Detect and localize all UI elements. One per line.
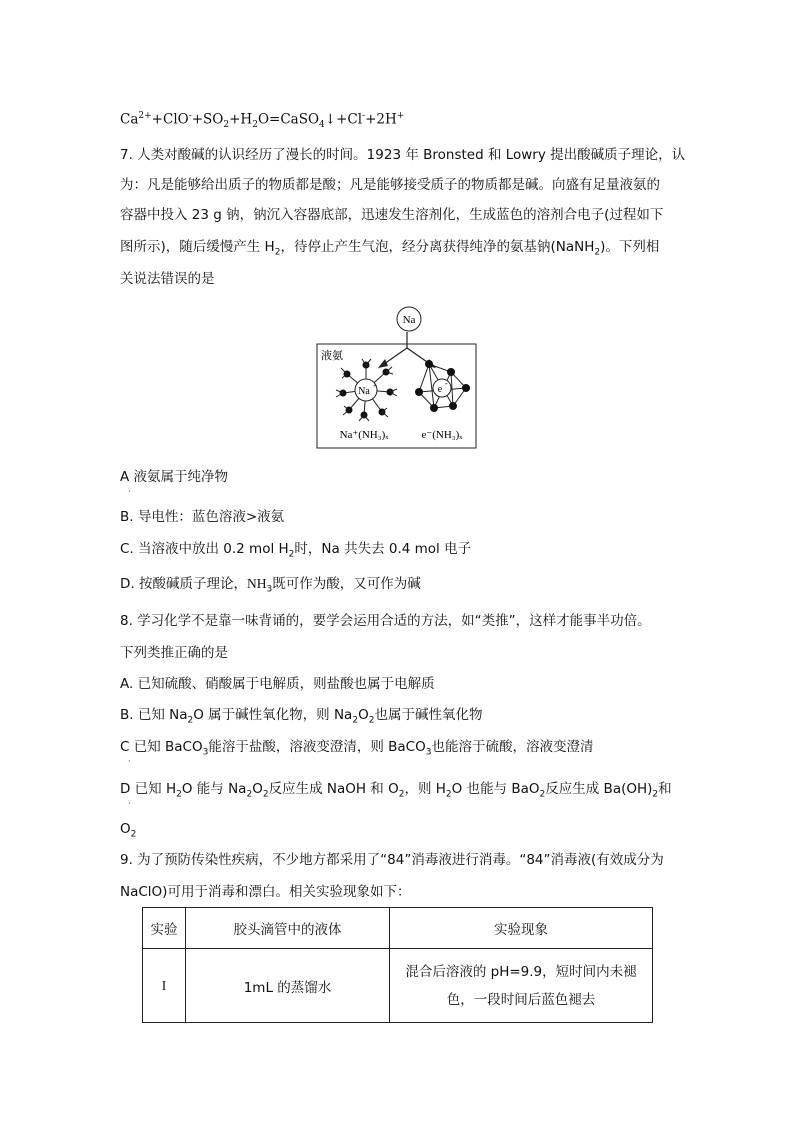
- q7-option-d: D. 按酸碱质子理论，$NH_3$既可作为酸，又可作为碱: [120, 576, 421, 595]
- q7-line-2: 为：凡是能够给出质子的物质都是酸；凡是能够接受质子的物质都是碱。向盛有足量液氨的: [120, 177, 660, 193]
- table-cell-phenomenon: 混合后溶液的 pH=9.9，短时间内未褪 色，一段时间后蓝色褪去: [390, 949, 653, 1023]
- experiment-table: [142, 907, 653, 1023]
- electron-cluster: [415, 360, 470, 412]
- table-row: [143, 949, 653, 1023]
- prev-equation: $Ca^{2+}+ClO^-+SO_2+H_2O=CaSO_4↓+Cl^-+2H^+$: [120, 111, 405, 131]
- q7-line-4: 图所示)，随后缓慢产生 $H_2$，待停止产生气泡，经分离获得纯净的氨基钠(NaNH$_2$)。下列相: [120, 239, 660, 258]
- q8-line-1: 8. 学习化学不是靠一味背诵的，要学会运用合适的方法，如“类推”，这样才能事半功倍。: [120, 613, 651, 629]
- q7-line-3: 容器中投入 23 g 钠，钠沉入容器底部，迅速发生溶剂化，生成蓝色的溶剂合电子(过程如下: [120, 207, 664, 223]
- svg-text:-: -: [445, 379, 448, 388]
- q9-line-2: NaClO)可用于消毒和漂白。相关实验现象如下：: [120, 884, 411, 900]
- na-ion-cluster: [336, 359, 397, 421]
- table-cell-id: I: [143, 949, 186, 1023]
- svg-text:+: +: [373, 382, 377, 390]
- caption-na-ammonia: Na⁺(NH₃)ₓ: [339, 429, 389, 441]
- q7-line-1: 7. 人类对酸碱的认识经历了漫长的时间。1923 年 Bronsted 和 Lowry 提出酸碱质子理论，认: [120, 147, 686, 163]
- q7-option-a: A 液氨属于纯净物: [120, 469, 229, 485]
- table-cell-liquid: 1mL 的蒸馏水: [186, 949, 390, 1023]
- q8-option-c: C 已知 BaCO$_3$能溶于盐酸，溶液变澄清，则 BaCO$_3$也能溶于硫酸，溶液变澄清: [120, 739, 594, 758]
- q8-option-d-cont: $O_2$: [120, 821, 137, 840]
- q8-option-d: D 已知 $H_2O$ 能与 $Na_2O_2$反应生成 NaOH 和 $O_2$，则 $H_2O$ 也能与 BaO$_2$反应生成 $Ba(OH)_2$和: [120, 781, 672, 800]
- q8-option-b: B. 已知 $Na_2O$ 属于碱性氧化物，则 $Na_2O_2$也属于碱性氧化物: [120, 707, 483, 726]
- q7-line-5: 关说法错误的是: [120, 271, 215, 287]
- caption-e-ammonia: e⁻(NH₃)ₓ: [421, 429, 463, 441]
- table-header-cell: 实验现象: [390, 908, 653, 949]
- q7-option-c: C. 当溶液中放出 0.2 mol $H_2$时，Na 共失去 0.4 mol 电子: [120, 541, 472, 560]
- table-header-row: [143, 908, 653, 949]
- table-header-cell: 实验: [143, 908, 186, 949]
- q8-option-a: A. 已知硫酸、硝酸属于电解质，则盐酸也属于电解质: [120, 676, 435, 692]
- q9-line-1: 9. 为了预防传染性疾病，不少地方都采用了“84”消毒液进行消毒。“84”消毒液(有效成分为: [120, 852, 664, 868]
- box-label: 液氨: [321, 349, 343, 362]
- table-header-cell: 胶头滴管中的液体: [186, 908, 390, 949]
- na-atom-label: Na: [402, 314, 416, 326]
- solvation-diagram: [316, 302, 478, 450]
- arrow-left: [384, 348, 407, 364]
- q8-line-2: 下列类推正确的是: [120, 645, 228, 661]
- electron-label: e: [437, 384, 443, 395]
- q7-option-b: B. 导电性：蓝色溶液>液氨: [120, 509, 285, 525]
- na-ion-label: Na: [358, 386, 370, 397]
